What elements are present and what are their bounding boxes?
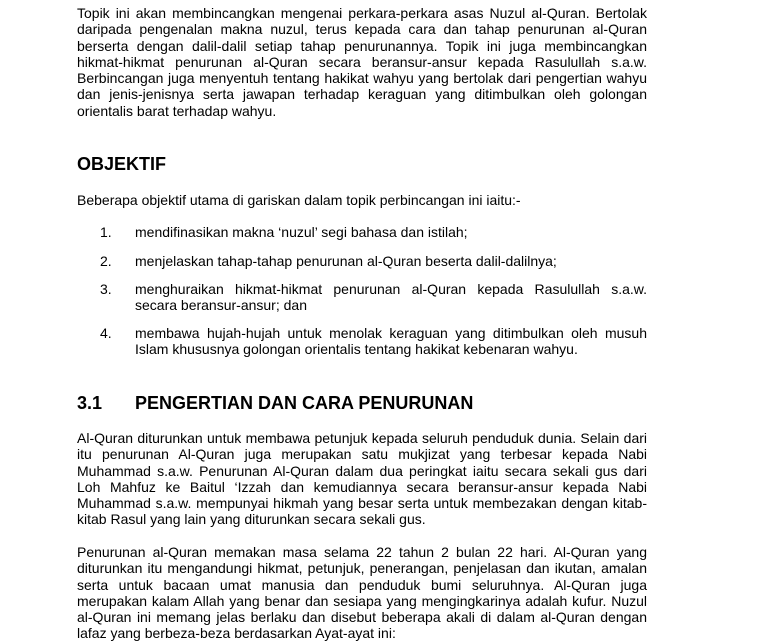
objective-number: 4. [100,325,112,341]
section-title: PENGERTIAN DAN CARA PENURUNAN [135,393,474,413]
section-number: 3.1 [77,393,103,413]
objective-text: menjelaskan tahap-tahap penurunan al-Quran beserta dalil-dalilnya; [135,253,557,269]
objective-number: 3. [100,281,112,297]
objektif-lead: Beberapa objektif utama di gariskan dalam topik perbincangan ini iaitu:- [77,192,521,208]
objective-text: menghuraikan hikmat-hikmat penurunan al-Quran kepada Rasulullah s.a.w. secara beransur-ansur; dan [135,281,647,314]
section-paragraph-2: Penurunan al-Quran memakan masa selama 22 tahun 2 bulan 22 hari. Al-Quran yang diturunkan itu mengandungi hikmat, petunjuk, penerangan, penjelasan dan ikutan, amalan serta untuk bacaan umat manusia dan penduduk bumi seluruhnya. Al-Quran juga merupakan kalam Allah yang benar dan sesiapa yang mengingkarinya adalah kufur. Nuzul al-Quran ini memang jelas berlaku dan disebut beberapa akali di dalam al-Quran dengan lafaz yang berbeza-beza berdasarkan Ayat-ayat ini: [77,544,647,642]
objektif-heading: OBJEKTIF [77,154,167,174]
objective-text: mendifinasikan makna ‘nuzul’ segi bahasa dan istilah; [135,224,468,240]
objective-text: membawa hujah-hujah untuk menolak keraguan yang ditimbulkan oleh musuh Islam khususnya golongan orientalis tentang hakikat kebenaran wahyu. [135,325,647,358]
objective-number: 2. [100,253,112,269]
document-page [77,0,647,642]
intro-paragraph: Topik ini akan membincangkan mengenai perkara-perkara asas Nuzul al-Quran. Bertolak daripada pengenalan makna nuzul, terus kepada cara dan tahap penurunan al-Quran berserta dengan dalil-dalil setiap tahap penurunannya. Topik ini juga membincangkan hikmat-hikmat penurunan al-Quran secara beransur-ansur kepada Rasulullah s.a.w. Berbincangan juga menyentuh tentang hakikat wahyu yang bertolak dari pengertian wahyu dan jenis-jenisnya serta jawapan terhadap keraguan yang ditimbulkan oleh golongan orientalis barat terhadap wahyu. [77,5,647,119]
section-paragraph-1: Al-Quran diturunkan untuk membawa petunjuk kepada seluruh penduduk dunia. Selain dari itu penurunan Al-Quran juga merupakan satu mukjizat yang terbesar kepada Nabi Muhammad s.a.w. Penurunan Al-Quran dalam dua peringkat iaitu secara sekali gus dari Loh Mahfuz ke Baitul ‘Izzah dan kemudiannya secara beransur-ansur kepada Nabi Muhammad s.a.w. mempunyai hikmah yang besar serta untuk membezakan dengan kitab-kitab Rasul yang lain yang diturunkan secara sekali gus. [77,430,647,528]
objective-number: 1. [100,224,112,240]
